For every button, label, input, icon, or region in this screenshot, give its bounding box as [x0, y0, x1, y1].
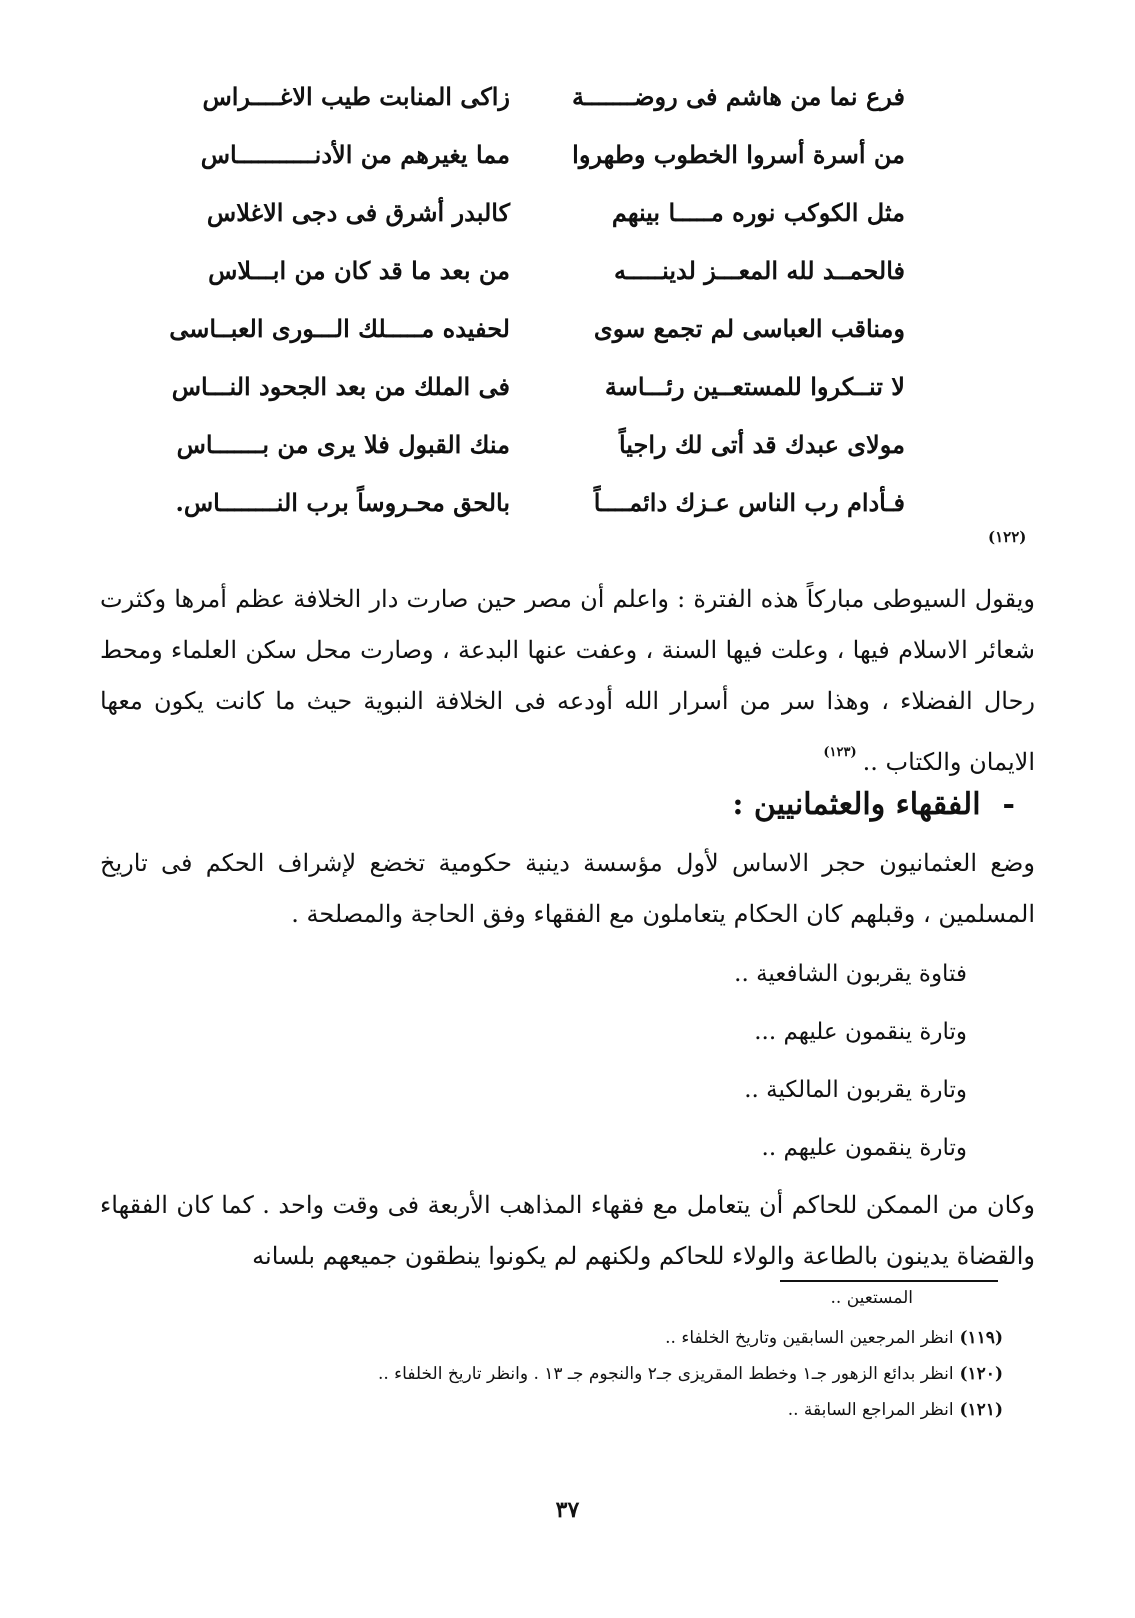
poem-verse: [100, 242, 905, 300]
verse-second-hemistich: لحفيده مـــــلك الـــورى العبــاسى: [169, 314, 510, 343]
footnote: [93, 1392, 1003, 1428]
poem-verse: [100, 300, 905, 358]
poem-verse: [100, 474, 905, 532]
footnote-continuation: المستعين ..: [830, 1288, 913, 1308]
footnote: [93, 1356, 1003, 1392]
poem-footnote-ref: (١٢٢): [988, 528, 1027, 546]
footnote-separator: [780, 1280, 998, 1282]
verse-second-hemistich: كالبدر أشرق فى دجى الاغلاس: [206, 198, 510, 227]
poem: [100, 68, 905, 532]
alternation-list: [467, 945, 967, 1177]
paragraph-text: ويقول السيوطى مباركاً هذه الفترة : واعلم أن مصر حين صارت دار الخلافة عظم أمرها وكثرت شعائر الاسلام فيها ، وعلت فيها السنة ، وعفت عنها البدعة ، وصارت محل سكن العلماء ومحط رحال الفضلاء ، وهذا سر من أسرار الله أودعه فى الخلافة النبوية حيث ما كانت يكون معها الايمان والكتاب ..: [100, 585, 1035, 776]
footnote: [93, 1320, 1003, 1356]
footnote-number: (١٢١): [959, 1400, 1003, 1420]
list-item: وتارة ينقمون عليهم ...: [754, 1019, 967, 1045]
footnote-number: (١٢٠): [959, 1364, 1003, 1384]
verse-first-hemistich: لا تنــكروا للمستعــين رئـــاسة: [604, 372, 905, 401]
poem-verse: [100, 126, 905, 184]
paragraph-ottomans: وضع العثمانيون حجر الاساس لأول مؤسسة دينية حكومية تخضع لإشراف الحكم فى تاريخ المسلمين ، وقبلهم كان الحكام يتعاملون مع الفقهاء وفق الحاجة والمصلحة .: [100, 849, 1035, 928]
paragraph-suyuti-quote: [100, 574, 1035, 788]
poem-verse: [100, 358, 905, 416]
verse-first-hemistich: مثل الكوكب نوره مـــــا بينهم: [611, 198, 905, 227]
list-item: وتارة يقربون المالكية ..: [744, 1077, 967, 1103]
footnote-text: انظر بدائع الزهور جـ١ وخطط المقريزى جـ٢ والنجوم جـ ١٣ . وانظر تاريخ الخلفاء ..: [377, 1364, 954, 1384]
list-item: فتاوة يقربون الشافعية ..: [734, 961, 967, 987]
heading-dash: -: [1002, 787, 1015, 822]
section-heading: [732, 783, 1015, 827]
footnotes: [93, 1320, 1003, 1428]
verse-first-hemistich: من أسرة أسروا الخطوب وطهروا: [572, 140, 905, 169]
verse-second-hemistich: زاكى المنابت طيب الاغــــراس: [202, 82, 510, 111]
verse-second-hemistich: بالحق محـروساً برب النــــــــاس.: [175, 488, 510, 517]
verse-first-hemistich: فالحمــد لله المعـــز لدينـــــه: [614, 256, 905, 285]
footnote-number: (١١٩): [959, 1328, 1003, 1348]
paragraph-four-schools: وكان من الممكن للحاكم أن يتعامل مع فقهاء المذاهب الأربعة فى وقت واحد . كما كان الفقهاء والقضاة يدينون بالطاعة والولاء للحاكم ولكنهم لم يكونوا ينطقون جميعهم بلسانه: [100, 1191, 1035, 1270]
verse-first-hemistich: فرع نما من هاشم فى روضـــــــة: [572, 82, 905, 111]
poem-verse: [100, 416, 905, 474]
footnote-ref: (١٢٣): [823, 745, 857, 760]
verse-second-hemistich: من بعد ما قد كان من ابـــلاس: [208, 256, 510, 285]
poem-verse: [100, 68, 905, 126]
list-item: وتارة ينقمون عليهم ..: [761, 1135, 967, 1161]
verse-first-hemistich: فـأدام رب الناس عـزك دائمــــاً: [593, 488, 905, 517]
verse-second-hemistich: منك القبول فلا يرى من بـــــــاس: [176, 430, 510, 459]
verse-second-hemistich: مما يغيرهم من الأدنـــــــــــاس: [200, 140, 510, 169]
footnote-text: انظر المرجعين السابقين وتاريخ الخلفاء ..: [665, 1328, 954, 1348]
heading-text: الفقهاء والعثمانيين :: [732, 787, 981, 822]
page-number: ٣٧: [555, 1497, 580, 1523]
verse-first-hemistich: مولاى عبدك قد أتى لك راجياً: [618, 430, 905, 459]
verse-second-hemistich: فى الملك من بعد الجحود النـــاس: [171, 372, 510, 401]
footnote-text: انظر المراجع السابقة ..: [787, 1400, 954, 1420]
verse-first-hemistich: ومناقب العباسى لم تجمع سوى: [593, 314, 905, 343]
poem-verse: [100, 184, 905, 242]
